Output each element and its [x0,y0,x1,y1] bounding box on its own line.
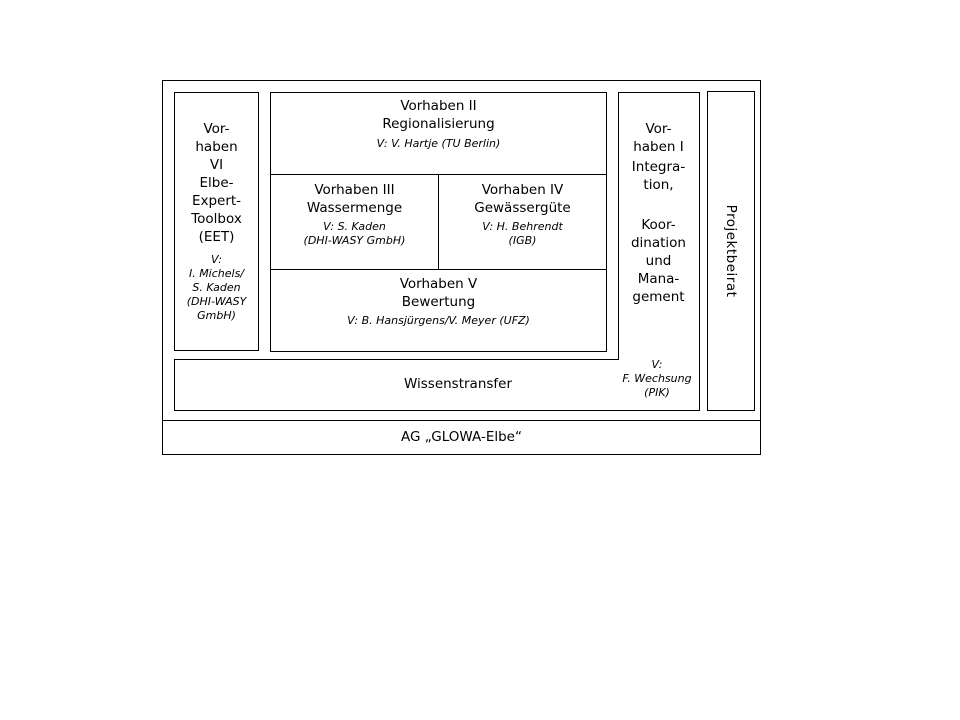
vorhaben-i-title-line: haben I [633,139,684,155]
vorhaben-v-lead: V: B. Hansjürgens/V. Meyer (UFZ) [347,314,530,327]
vorhaben-vi-lead-line: I. Michels/ [188,267,245,280]
projektbeirat-label: Projektbeirat [723,204,739,298]
vorhaben-iv-title-line: Vorhaben IV [481,182,564,198]
vorhaben-iv-title-line: Gewässergüte [474,200,571,216]
vorhaben-i-body-line: gement [632,289,685,305]
vorhaben-ii-title-line: Vorhaben II [400,98,477,114]
vorhaben-vi-title-line: (EET) [198,229,235,245]
vorhaben-i-lead-line: F. Wechsung [622,372,692,385]
vorhaben-vi-lead-line: (DHI-WASY [186,295,247,308]
vorhaben-i-body-line: Mana- [637,271,680,287]
vorhaben-i-body-line: Koor- [641,217,676,233]
vorhaben-i-body [618,216,699,306]
vorhaben-vi-title-line: haben [195,139,238,155]
vorhaben-iii-title-line: Wassermenge [306,200,403,216]
vorhaben-iii-title-line: Vorhaben III [314,182,395,198]
vorhaben-i-subtitle [618,158,699,194]
vorhaben-vi-lead-line: GmbH) [197,309,236,322]
vorhaben-i-title [618,120,699,156]
vorhaben-vi-title-line: VI [209,157,224,173]
wissenstransfer-label: Wissenstransfer [403,376,513,392]
vorhaben-iii-lead-line: (DHI-WASY GmbH) [303,234,406,247]
vorhaben-ii-title-line: Regionalisierung [382,116,495,132]
vorhaben-vi-title-line: Vor- [203,121,230,137]
vorhaben-vi-title-line: Elbe- [199,175,234,191]
vorhaben-vi-lead-line: S. Kaden [192,281,241,294]
vorhaben-v-title-line: Vorhaben V [399,276,478,292]
vorhaben-i-body-line: und [645,253,672,269]
vorhaben-ii-lead: V: V. Hartje (TU Berlin) [376,137,501,150]
ag-glowa-elbe-label: AG „GLOWA-Elbe“ [401,429,522,445]
vorhaben-vi-title-line: Expert- [191,193,242,209]
vorhaben-i-lead-line: V: [651,358,663,371]
vorhaben-i-lead-line: (PIK) [644,386,670,399]
vorhaben-iv-lead-line: (IGB) [508,234,537,247]
vorhaben-i-title-line: Vor- [645,121,672,137]
vorhaben-iii-lead-line: V: S. Kaden [323,220,386,233]
vorhaben-i-body-line: dination [630,235,686,251]
vorhaben-vi-title-line: Toolbox [191,211,242,227]
vorhaben-i-subtitle-line: Integra- [631,159,686,175]
vorhaben-i-subtitle-line: tion, [643,177,674,193]
vorhaben-vi-lead-line: V: [211,253,222,266]
vorhaben-iv-lead-line: V: H. Behrendt [482,220,563,233]
vorhaben-v-title-line: Bewertung [401,294,476,310]
